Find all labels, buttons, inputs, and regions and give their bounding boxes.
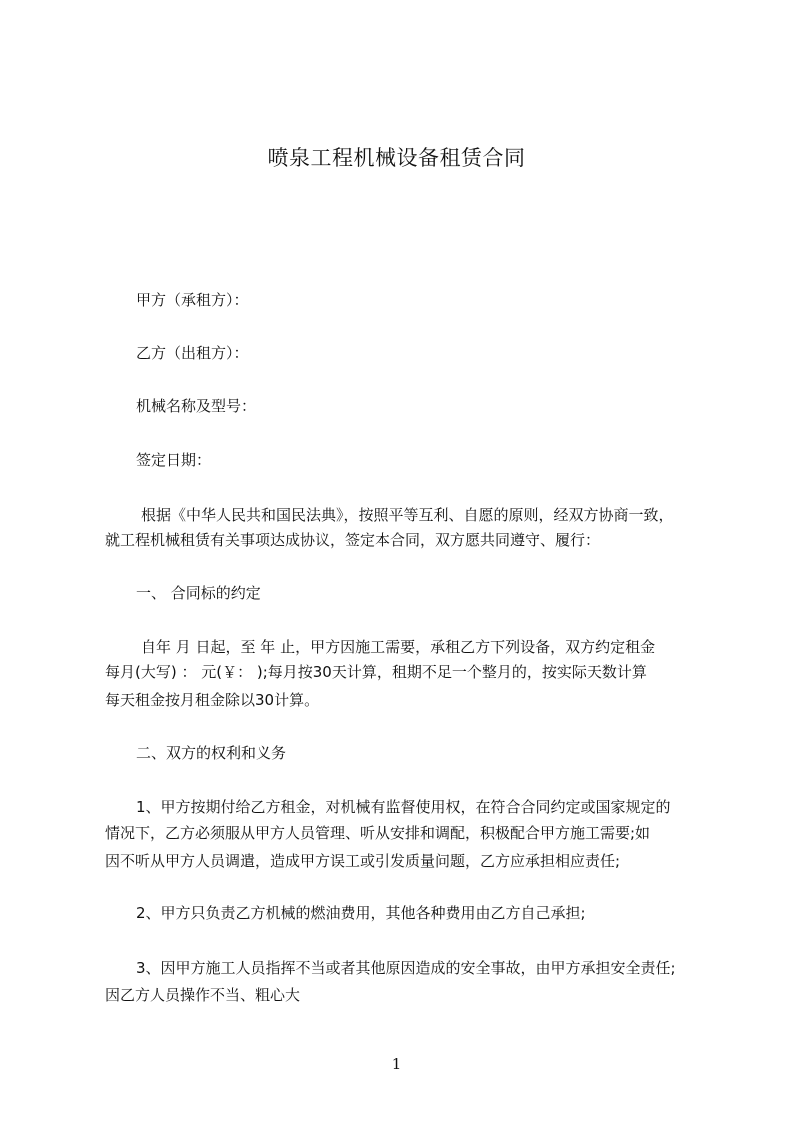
section-2-heading: 二、双方的权利和义务 [136, 744, 287, 762]
field-machine-name-model: 机械名称及型号： [136, 397, 257, 415]
field-sign-date: 签定日期： [136, 451, 212, 469]
section-1-line-3: 每天租金按月租金除以30计算。 [105, 691, 320, 709]
section-1-heading: 一、 合同标的约定 [136, 584, 261, 602]
clause-1-line-3: 因不听从甲方人员调遣，造成甲方误工或引发质量问题，乙方应承担相应责任; [105, 852, 621, 870]
page-number: 1 [391, 1055, 402, 1073]
clause-3-line-2: 因乙方人员操作不当、粗心大 [105, 986, 301, 1004]
clause-1-line-1: 1、甲方按期付给乙方租金，对机械有监督使用权，在符合合同约定或国家规定的 [136, 798, 671, 816]
field-party-a: 甲方（承租方）： [136, 291, 249, 309]
clause-3-line-1: 3、因甲方施工人员指挥不当或者其他原因造成的安全事故，由甲方承担安全责任; [136, 959, 676, 977]
section-1-line-1: 自年 月 日起，至 年 止，甲方因施工需要，承租乙方下列设备，双方约定租金 [141, 638, 656, 656]
preamble-line-1: 根据《中华人民共和国民法典》，按照平等互利、自愿的原则，经双方协商一致， [141, 506, 674, 524]
document-title: 喷泉工程机械设备租赁合同 [267, 146, 526, 170]
field-party-b: 乙方（出租方）： [136, 344, 249, 362]
clause-1-line-2: 情况下，乙方必须服从甲方人员管理、听从安排和调配，积极配合甲方施工需要;如 [105, 824, 651, 842]
clause-2-line-1: 2、甲方只负责乙方机械的燃油费用，其他各种费用由乙方自己承担; [136, 904, 586, 922]
section-1-line-2: 每月(大写) ： 元(￥： );每月按30天计算，租期不足一个整月的，按实际天数计算 [105, 663, 647, 681]
preamble-line-2: 就工程机械租赁有关事项达成协议，签定本合同，双方愿共同遵守、履行： [105, 531, 601, 549]
